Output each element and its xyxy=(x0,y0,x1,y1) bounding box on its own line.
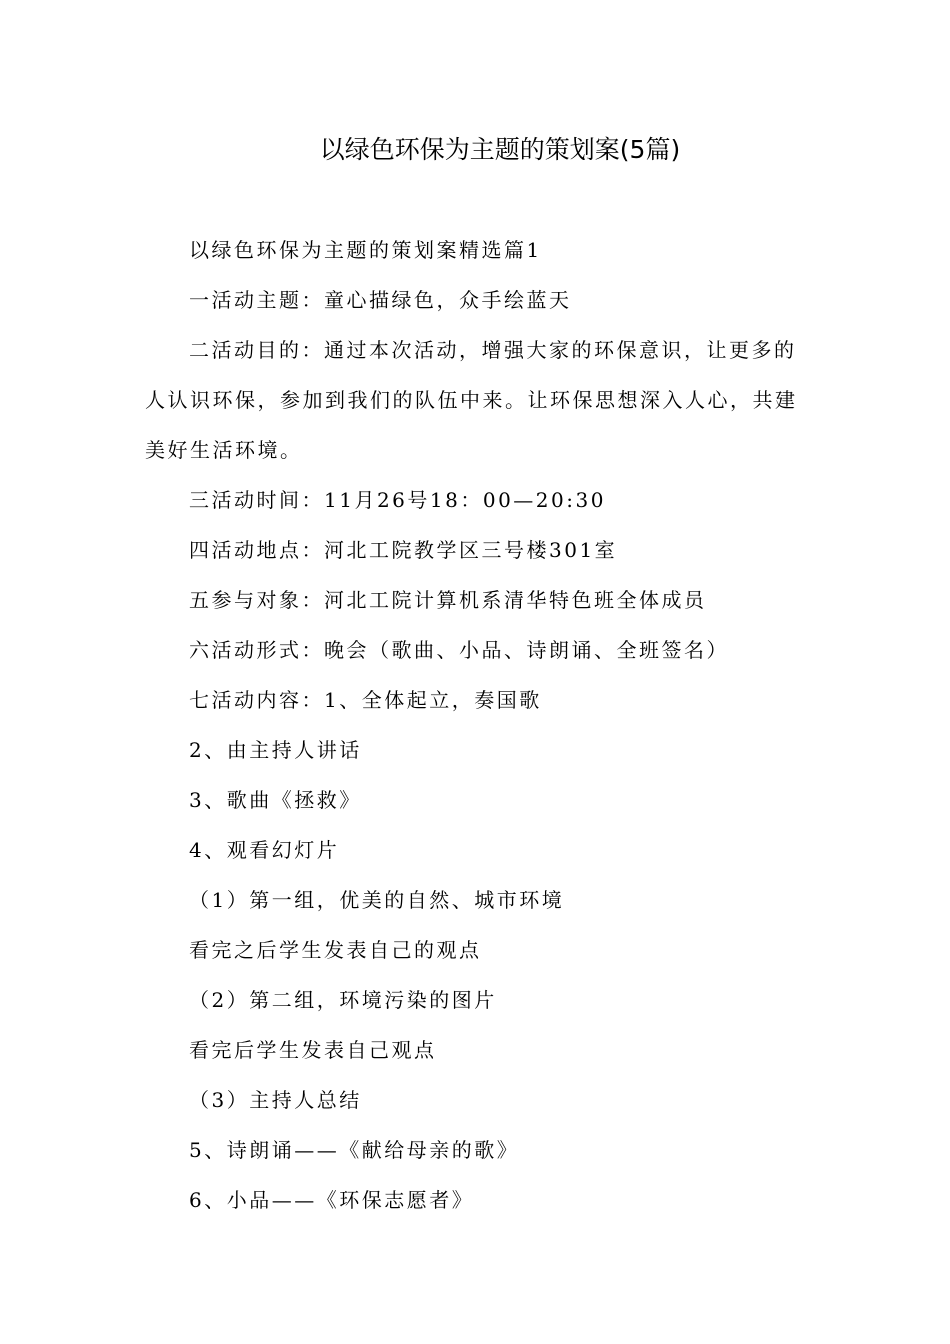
list-item: 6、小品——《环保志愿者》 xyxy=(189,1188,475,1212)
list-item: 4、观看幻灯片 xyxy=(189,838,340,862)
activity-theme: 一活动主题：童心描绿色，众手绘蓝天 xyxy=(189,288,572,312)
list-item: （2）第二组，环境污染的图片 xyxy=(189,988,497,1012)
list-item: 3、歌曲《拯救》 xyxy=(189,788,362,812)
section-heading: 以绿色环保为主题的策划案精选篇1 xyxy=(189,238,542,262)
participants: 五参与对象：河北工院计算机系清华特色班全体成员 xyxy=(189,588,707,612)
list-item: 2、由主持人讲话 xyxy=(189,738,362,762)
list-item: （3）主持人总结 xyxy=(189,1088,362,1112)
list-item: （1）第一组，优美的自然、城市环境 xyxy=(189,888,565,912)
list-item: 看完后学生发表自己观点 xyxy=(189,1038,437,1062)
activity-format: 六活动形式：晚会（歌曲、小品、诗朗诵、全班签名） xyxy=(189,638,729,662)
activity-time: 三活动时间：11月26号18：00—20:30 xyxy=(189,488,606,512)
activity-content: 七活动内容：1、全体起立，奏国歌 xyxy=(189,688,542,712)
document-title: 以绿色环保为主题的策划案(5篇) xyxy=(319,135,681,164)
activity-location: 四活动地点：河北工院教学区三号楼301室 xyxy=(189,538,618,562)
list-item: 看完之后学生发表自己的观点 xyxy=(189,938,482,962)
list-item: 5、诗朗诵——《献给母亲的歌》 xyxy=(189,1138,520,1162)
activity-purpose-line-2: 人认识环保，参加到我们的队伍中来。让环保思想深入人心，共建 xyxy=(145,388,798,412)
activity-purpose-line-3: 美好生活环境。 xyxy=(145,438,303,462)
activity-purpose-line-1: 二活动目的：通过本次活动，增强大家的环保意识，让更多的 xyxy=(189,338,797,362)
